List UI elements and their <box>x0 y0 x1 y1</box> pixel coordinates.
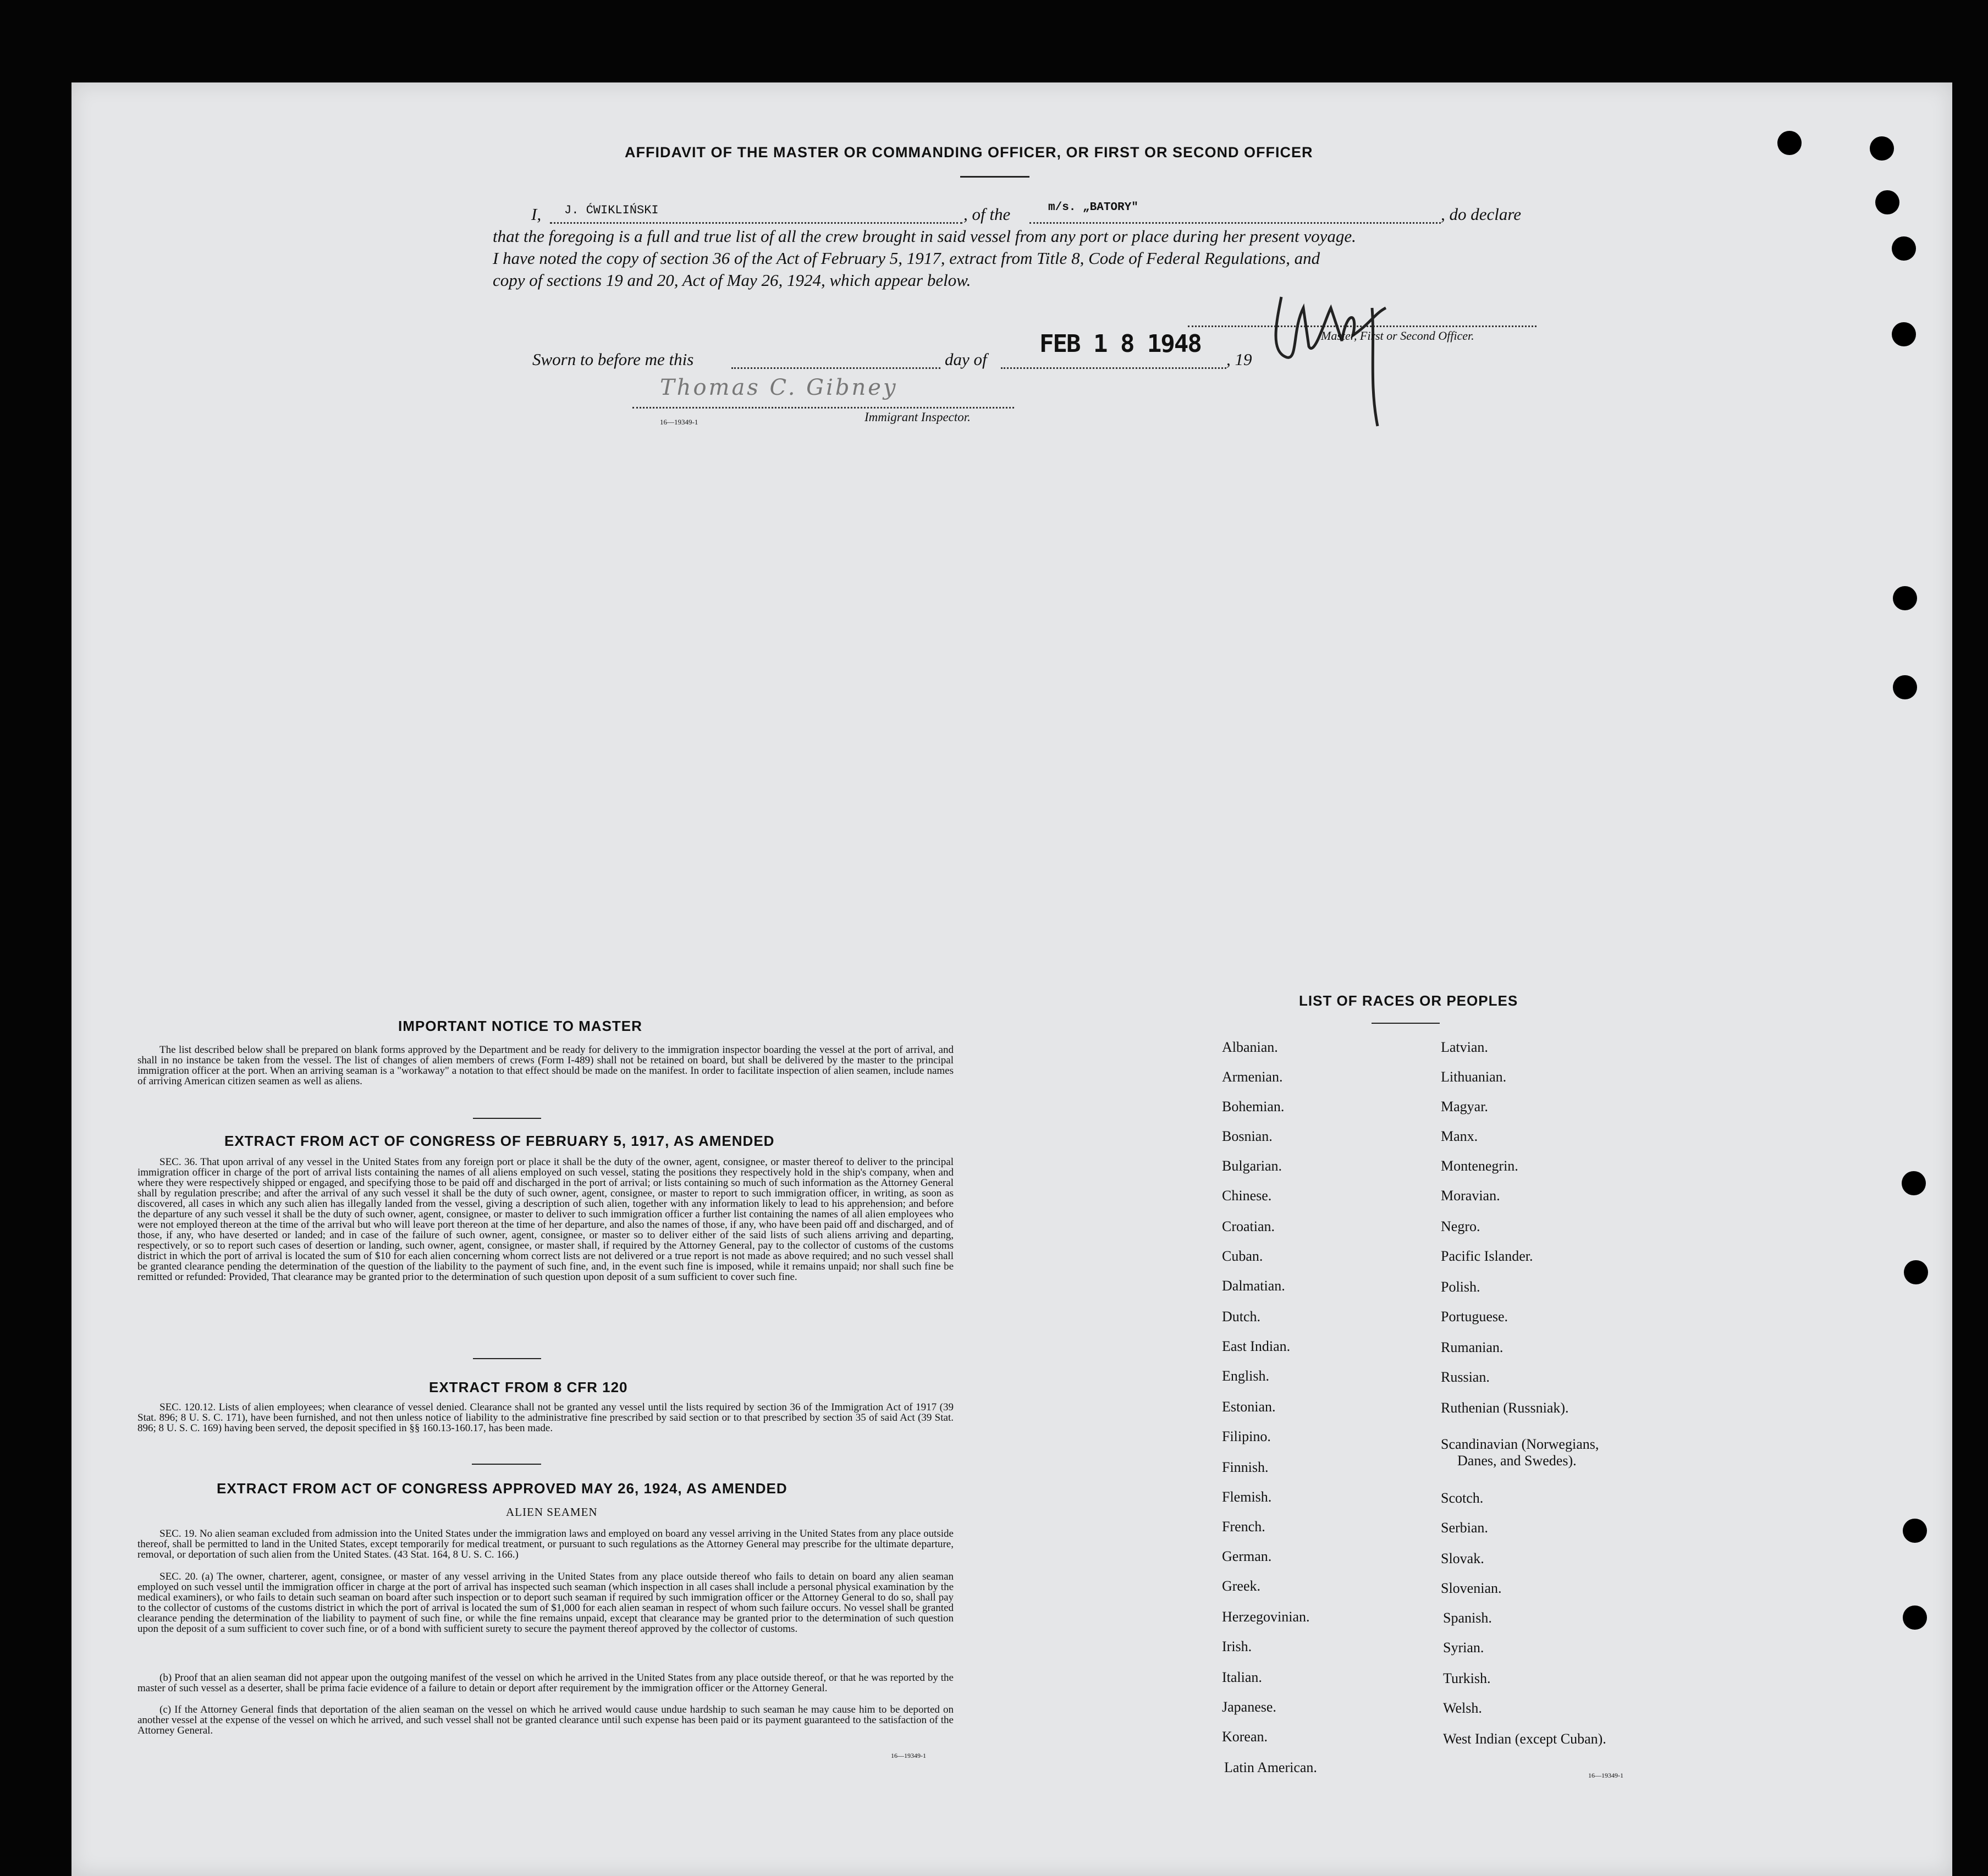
race-right: Lithuanian. <box>1441 1069 1507 1085</box>
notice-title: IMPORTANT NOTICE TO MASTER <box>398 1018 642 1034</box>
cfr-rule <box>472 1464 541 1465</box>
name-line <box>550 222 962 224</box>
punch-hole <box>1903 1519 1927 1543</box>
race-left: East Indian. <box>1222 1338 1291 1354</box>
race-right: Polish. <box>1441 1279 1480 1295</box>
race-left: Japanese. <box>1222 1699 1276 1715</box>
sworn-day-line <box>731 367 940 369</box>
race-right: Syrian. <box>1443 1640 1484 1656</box>
inspector-line <box>632 407 1014 409</box>
race-right: Pacific Islander. <box>1441 1248 1533 1264</box>
race-left: French. <box>1222 1519 1265 1535</box>
race-right: Russian. <box>1441 1369 1490 1385</box>
punch-hole <box>1892 236 1916 261</box>
punch-hole <box>1893 675 1917 699</box>
race-right: Serbian. <box>1441 1520 1488 1536</box>
race-left: Latin American. <box>1224 1759 1317 1775</box>
punch-hole <box>1902 1171 1926 1195</box>
notice-text: The list described below shall be prepared on blank forms approved by the Department and be ready for delivery to the immigration inspector boarding the vessel at the port of arrival, and shall in no instance be taken from the vessel. The list of changes of alien members of crews (Form I-489) shall not be retained on board, but shall be delivered by the master to the principal immigration officer at the port. When an arriving seaman is a "workaway" a notation to that effect should be made on the manifest. In order to facilitate inspection of alien seamen, include names of arriving American citizen seamen as well as aliens. <box>137 1044 954 1087</box>
race-right: Slovak. <box>1441 1551 1484 1566</box>
punch-hole <box>1870 136 1894 161</box>
race-left: Bulgarian. <box>1222 1158 1282 1174</box>
punch-hole <box>1893 586 1917 610</box>
races-title: LIST OF RACES OR PEOPLES <box>1299 992 1518 1009</box>
master-caption: Master, First or Second Officer. <box>1321 329 1474 343</box>
race-right: Rumanian. <box>1441 1339 1504 1355</box>
race-right: Scandinavian (Norwegians, <box>1441 1436 1599 1452</box>
race-left: German. <box>1222 1548 1272 1564</box>
race-right: Manx. <box>1441 1128 1478 1144</box>
race-right: West Indian (except Cuban). <box>1443 1731 1606 1747</box>
alien-seamen-subtitle: ALIEN SEAMEN <box>506 1505 598 1519</box>
vessel-name: m/s. „BATORY" <box>1048 201 1138 214</box>
race-right: Magyar. <box>1441 1099 1488 1114</box>
race-right: Negro. <box>1441 1218 1480 1234</box>
inspector-caption: Immigrant Inspector. <box>864 410 971 424</box>
race-right: Slovenian. <box>1441 1580 1502 1596</box>
punch-hole <box>1875 190 1899 214</box>
race-left: Finnish. <box>1222 1459 1269 1475</box>
race-left: Cuban. <box>1222 1248 1263 1264</box>
punch-hole <box>1903 1605 1927 1630</box>
punch-hole <box>1777 131 1802 155</box>
race-right: Montenegrin. <box>1441 1158 1518 1174</box>
extract-1917-text: SEC. 36. That upon arrival of any vessel in the United States from any foreign port or place it shall be the duty of the owner, agent, consignee, or master thereof to deliver to the principal immigration officer in charge of the port of arrival lists containing the names of all aliens employed on such vessel, stating the positions they respectively hold in the ship's company, when and where they were respectively shipped or engaged, and specifying those to be paid off and discharged in the port of arrival; or lists containing so much of such information as the Attorney General shall by regulation prescribe; and after the arrival of any such vessel it shall be the duty of such owner, agent, consignee, or master to report to such immigration officer, in writing, as soon as discovered, all cases in which any such alien has illegally landed from the vessel, giving a description of such alien, together with any information likely to lead to his apprehension; and before the departure of any such vessel it shall be the duty of such owner, agent, consignee, or master to deliver to such immigration officer a further list containing the names of all alien employees who were not employed thereon at the time of the arrival but who will leave port thereon at the time of her departure, and also the names of those, if any, who have been paid off and discharged, and of those, if any, who have deserted or landed; and in case of the failure of such owner, agent, consignee, or master so to deliver either of the said lists of such aliens arriving and departing, respectively, or so to report such cases of desertion or landing, such owner, agent, consignee, or master shall, if required by the Attorney General, pay to the collector of customs of the customs district in which the port of arrival is located the sum of $10 for each alien concerning whom correct lists are not delivered or a true report is not made as above required; and no such vessel shall be granted clearance pending the determination of the question of the liability to the payment of such fine, and, in the event such fine is imposed, while it remains unpaid; nor shall such fine be remitted or refunded: Provided, That clearance may be granted prior to the determination of such question upon deposit of a sum sufficient to cover such fine. <box>137 1156 954 1283</box>
race-left: Dutch. <box>1222 1309 1261 1325</box>
race-left: Bohemian. <box>1222 1099 1285 1114</box>
punch-hole <box>1904 1260 1928 1284</box>
sworn-text: Sworn to before me this <box>532 350 694 369</box>
master-signature <box>1259 275 1424 440</box>
race-right: Latvian. <box>1441 1039 1488 1055</box>
cfr-title: EXTRACT FROM 8 CFR 120 <box>429 1379 628 1395</box>
race-left: Bosnian. <box>1222 1128 1273 1144</box>
race-left: Estonian. <box>1222 1399 1276 1415</box>
race-left: Filipino. <box>1222 1428 1271 1444</box>
race-right: Scotch. <box>1441 1490 1484 1506</box>
race-right: Moravian. <box>1441 1188 1500 1204</box>
affidavit-i: I, <box>531 205 542 224</box>
race-left: Croatian. <box>1222 1218 1275 1234</box>
races-rule <box>1372 1023 1440 1024</box>
race-left: Flemish. <box>1222 1489 1272 1505</box>
punch-hole <box>1892 322 1916 346</box>
date-line <box>1001 367 1226 369</box>
affidavit-line-4: copy of sections 19 and 20, Act of May 26, 1924, which appear below. <box>493 271 971 290</box>
do-declare-text: , do declare <box>1441 205 1522 224</box>
race-right: Spanish. <box>1443 1610 1492 1626</box>
race-left: Italian. <box>1222 1669 1262 1685</box>
race-right: Portuguese. <box>1441 1309 1508 1325</box>
year-prefix: , 19 <box>1226 350 1252 369</box>
sec-20a-text: SEC. 20. (a) The owner, charterer, agent, consignee, or master of any vessel arriving in the United States from any place outside thereof who fails to detain on board any alien seaman employed on such vessel until the immigration officer in charge at the port of arrival has inspected such seaman (which inspection in all cases shall include a personal physical examination by the medical examiners), or who fails to detain such seaman on board after such inspection or to deport such seaman if required by such immigration officer or the Attorney General to do so, shall pay to the collector of customs of the customs district in which the port of arrival is located the sum of $1,000 for each alien seaman in respect of whom such failure occurs. No vessel shall be granted clearance pending the determination of the liability to payment of such fine, or while the fine remains unpaid, except that clearance may be granted prior to the determination of such question upon the deposit of a sum sufficient to cover such fine, or of a bond with sufficient surety to secure the payment thereof approved by the collector of customs. <box>137 1571 954 1635</box>
form-number: 16—19349-1 <box>660 418 698 426</box>
race-left: Dalmatian. <box>1222 1278 1285 1294</box>
inspector-signature: Thomas C. Gibney <box>660 375 898 400</box>
cfr-text: SEC. 120.12. Lists of alien employees; when clearance of vessel denied. Clearance shall not be granted any vessel until the lists required by section 36 of the Immigration Act of 1917 (39 Stat. 896; 8 U. S. C. 171), have been furnished, and not then unless notice of liability to the administrative fine prescribed by said section or to that prescribed by section 35 of said Act (39 Stat. 896; 8 U. S. C. 169) having been served, the deposit specified in §§ 160.13-160.17, has been made. <box>137 1402 954 1434</box>
notice-rule <box>473 1118 541 1119</box>
race-left: Herzegovinian. <box>1222 1609 1310 1625</box>
race-left: English. <box>1222 1368 1269 1384</box>
day-of-text: day of <box>945 350 987 369</box>
race-left: Armenian. <box>1222 1069 1283 1085</box>
race-right: Danes, and Swedes). <box>1457 1453 1577 1469</box>
affidavit-line-3: I have noted the copy of section 36 of the Act of February 5, 1917, extract from Title 8, Code of Federal Regulations, and <box>493 249 1320 268</box>
vessel-line <box>1029 222 1441 224</box>
extract-1917-title: EXTRACT FROM ACT OF CONGRESS OF FEBRUARY 5, 1917, AS AMENDED <box>224 1133 775 1149</box>
affidavit-title: AFFIDAVIT OF THE MASTER OR COMMANDING OFFICER, OR FIRST OR SECOND OFFICER <box>625 144 1313 161</box>
race-left: Albanian. <box>1222 1039 1278 1055</box>
sec-20c-text: (c) If the Attorney General finds that deportation of the alien seaman on the vessel on which he arrived would cause undue hardship to such seaman he may cause him to be deported on another vessel at the expense of the vessel on which he arrived, and such vessel shall not be granted clearance until such expense has been paid or its payment guaranteed to the satisfaction of the Attorney General. <box>137 1704 954 1736</box>
title-rule <box>960 176 1029 178</box>
sec-19-text: SEC. 19. No alien seaman excluded from admission into the United States under the immigration laws and employed on board any vessel arriving in the United States from any place outside thereof, shall be permitted to land in the United States, except temporarily for medical treatment, or pursuant to such regulations as the Attorney General may prescribe for the ultimate departure, removal, or deportation of such alien from the United States. (43 Stat. 164, 8 U. S. C. 166.) <box>137 1528 954 1560</box>
master-name: J. ĆWIKLIŃSKI <box>564 203 659 217</box>
extract-1924-title: EXTRACT FROM ACT OF CONGRESS APPROVED MAY 26, 1924, AS AMENDED <box>217 1480 788 1497</box>
sec-20b-text: (b) Proof that an alien seaman did not appear upon the outgoing manifest of the vessel on which he arrived in the United States from any place outside thereof, or that he was reported by the master of such vessel as a deserter, shall be prima facie evidence of a failure to detain or deport after requirement by the immigration officer or the Attorney General. <box>137 1672 954 1694</box>
race-left: Irish. <box>1222 1638 1252 1654</box>
form-number-1924: 16—19349-1 <box>891 1752 926 1759</box>
form-number-races: 16—19349-1 <box>1588 1772 1623 1779</box>
extract-1917-rule <box>473 1358 541 1359</box>
of-the-text: , of the <box>963 205 1011 224</box>
affidavit-line-2: that the foregoing is a full and true list of all the crew brought in said vessel from any port or place during her present voyage. <box>493 227 1356 246</box>
race-right: Ruthenian (Russniak). <box>1441 1400 1569 1416</box>
race-right: Welsh. <box>1443 1700 1482 1716</box>
date-stamp: FEB 1 8 1948 <box>1039 330 1201 358</box>
race-right: Turkish. <box>1443 1670 1491 1686</box>
race-left: Greek. <box>1222 1578 1261 1594</box>
race-left: Korean. <box>1222 1729 1268 1745</box>
race-left: Chinese. <box>1222 1188 1272 1204</box>
